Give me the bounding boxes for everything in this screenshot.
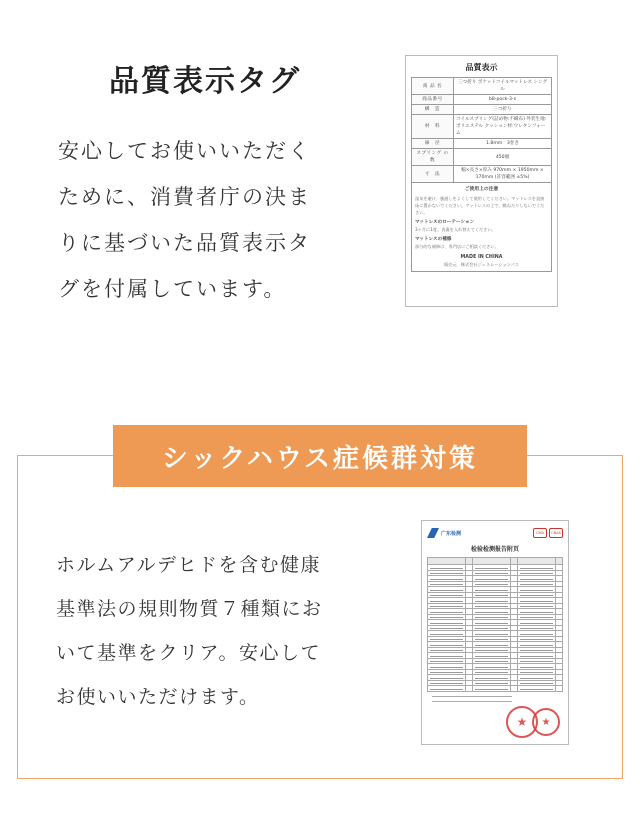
quality-tag-title: 品質表示タグ <box>109 64 301 99</box>
accreditation-marks <box>533 528 563 538</box>
label-notes <box>412 183 552 272</box>
label-value: 三つ折り <box>454 105 552 115</box>
rotation-title: マットレスのローテーション <box>415 220 475 225</box>
report-table <box>427 557 563 692</box>
label-value: コイルスプリング(詰め物:不織布) 外装生地:ポリエステル クッション材:ウレタンフォーム <box>454 115 552 139</box>
report-cell <box>428 558 466 565</box>
test-report-image <box>421 520 569 745</box>
sick-house-description <box>56 543 376 719</box>
label-row <box>412 166 552 183</box>
report-logo <box>427 528 461 538</box>
label-notes-row <box>412 183 552 272</box>
report-cell <box>428 686 466 692</box>
label-row <box>412 149 552 166</box>
label-key: 線 径 <box>412 139 454 149</box>
description-line: ホルムアルデヒドを含む健康 <box>56 554 321 576</box>
label-key: スプリング の数 <box>412 149 454 166</box>
cnas-mark-icon: CNAS <box>549 528 563 538</box>
notes-title: ご使用上の注意 <box>464 187 499 192</box>
label-key: 構 造 <box>412 105 454 115</box>
report-logo-text: 广东检测 <box>441 530 462 537</box>
report-row <box>428 558 563 565</box>
seller-label: 販売元 株式会社ジェネレーションパス <box>444 262 519 267</box>
label-key: 寸 法 <box>412 166 454 183</box>
quality-label-table <box>411 77 552 272</box>
label-value: 幅×長さ×厚み 970mm × 1950mm × 170mm (許容範囲 ±5%) <box>454 166 552 183</box>
quality-label-image <box>405 55 558 307</box>
cma-mark-icon: CMA <box>533 528 547 538</box>
description-line: りに基づいた品質表示タ <box>58 231 311 255</box>
label-value: b8-pock-3-s <box>454 95 552 105</box>
description-line: 安心してお使いいただく <box>58 139 311 163</box>
quality-tag-description <box>58 128 368 312</box>
report-cell <box>473 686 511 692</box>
label-value: 450個 <box>454 149 552 166</box>
made-in-label: MADE IN CHINA <box>460 255 503 260</box>
report-cell <box>518 558 556 565</box>
label-row <box>412 95 552 105</box>
sick-house-banner: シックハウス症候群対策 <box>113 425 527 487</box>
report-cell <box>465 558 473 565</box>
label-value: 1.8mm 3巻き <box>454 139 552 149</box>
description-line: いて基準をクリア。安心して <box>56 642 321 664</box>
report-title: 检验检测报告附页 <box>470 546 519 553</box>
seal-stamp-icon: ★ <box>506 706 538 738</box>
label-row <box>412 78 552 95</box>
description-line: 基準法の規則物質７種類にお <box>56 598 323 620</box>
report-cell <box>555 686 563 692</box>
label-key: 商品番号 <box>412 95 454 105</box>
report-cell <box>473 558 511 565</box>
rotation-body: 3ヶ月に1度、表裏を入れ替えてください。 <box>415 227 496 232</box>
seal-stamp-icon: ★ <box>532 708 560 736</box>
description-line: ために、消費者庁の決ま <box>58 185 311 209</box>
report-header <box>427 525 563 541</box>
description-line: お使いいただけます。 <box>56 686 260 708</box>
repair-title: マットレスの補修 <box>415 237 452 242</box>
report-cell <box>510 686 518 692</box>
description-line: グを付属しています。 <box>58 277 287 301</box>
report-cell <box>465 686 473 692</box>
label-key: 商 品 名 <box>412 78 454 95</box>
report-signature-lines <box>432 696 512 710</box>
label-row <box>412 115 552 139</box>
report-row <box>428 686 563 692</box>
repair-body: 部分的な補修は、専門店にご相談ください。 <box>415 244 499 249</box>
label-row <box>412 139 552 149</box>
report-cell <box>555 558 563 565</box>
label-value: 三つ折り ポケットコイルマットレス シングル <box>454 78 552 95</box>
label-key: 材 料 <box>412 115 454 139</box>
report-cell <box>518 686 556 692</box>
quality-label-heading: 品質表示 <box>465 63 498 72</box>
lab-logo-icon <box>427 528 439 538</box>
notes-body: 湿気を避け、風通しをよくして使用してください。マットレスを直接床に置かないでください。マットレスの上で、跳ねたりしないでください。 <box>415 196 545 215</box>
label-row <box>412 105 552 115</box>
report-cell <box>510 558 518 565</box>
